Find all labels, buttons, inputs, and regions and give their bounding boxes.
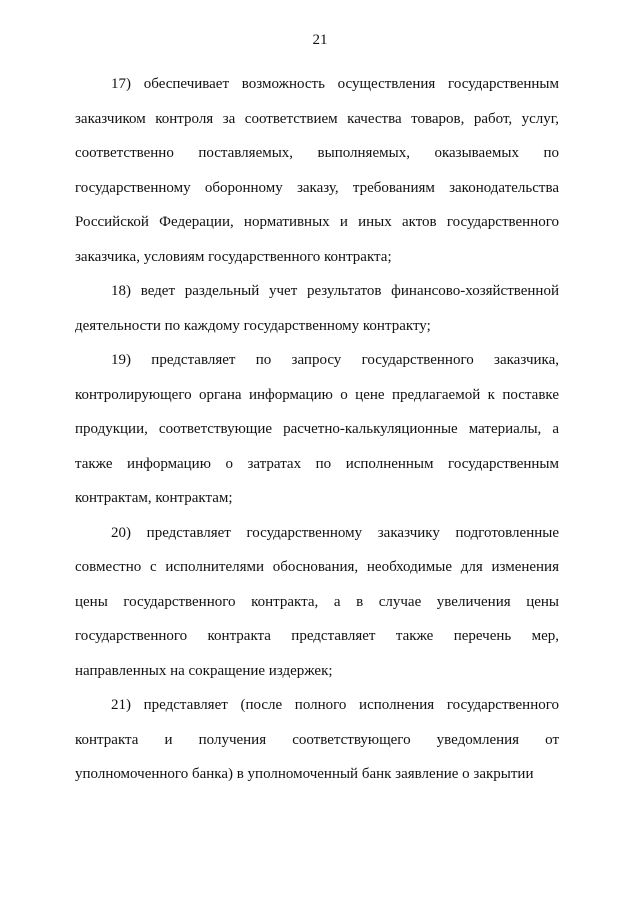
- paragraph-19: 19) представляет по запросу государственного заказчика, контролирующего органа информацию о цене предлагаемой к поставке продукции, соответствующие расчетно-калькуляционные материалы, а также информацию о затратах по исполненным государственным контрактам, контрактам;: [75, 352, 559, 506]
- document-body: [75, 67, 559, 792]
- paragraph-18: 18) ведет раздельный учет результатов финансово-хозяйственной деятельности по каждому государственному контракту;: [75, 283, 559, 334]
- paragraph-17: 17) обеспечивает возможность осуществления государственным заказчиком контроля за соответствием качества товаров, работ, услуг, соответственно поставляемых, выполняемых, оказываемых по государственному оборонному заказу, требованиям законодательства Российской Федерации, нормативных и иных актов государственного заказчика, условиям государственного контракта;: [75, 76, 559, 265]
- paragraph-21: 21) представляет (после полного исполнения государственного контракта и получения соответствующего уведомления от уполномоченного банка) в уполномоченный банк заявление о закрытии: [75, 697, 559, 782]
- paragraph-20: 20) представляет государственному заказчику подготовленные совместно с исполнителями обоснования, необходимые для изменения цены государственного контракта, а в случае увеличения цены государственного контракта представляет также перечень мер, направленных на сокращение издержек;: [75, 524, 559, 679]
- page-number: 21: [312, 32, 328, 48]
